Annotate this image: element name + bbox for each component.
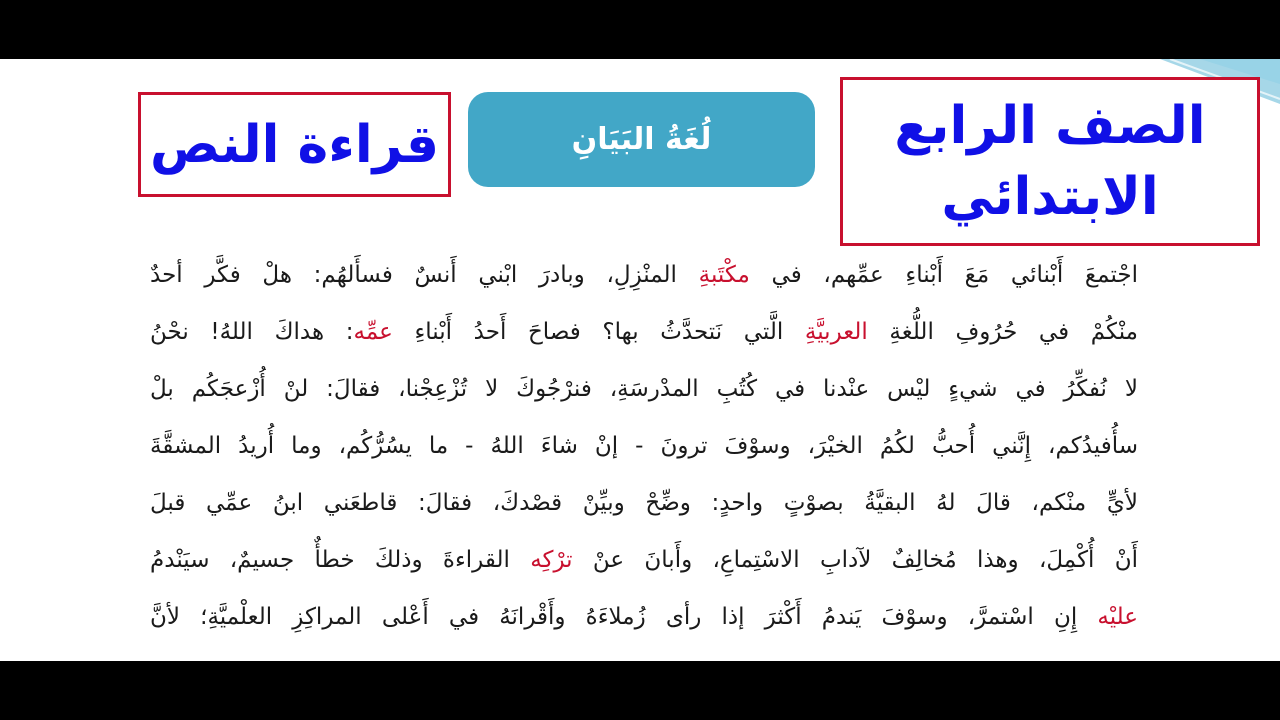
passage-text: إِنِ اسْتمرَّ، وسوْفَ يَندمُ أَكْثرَ إذا رأى زُملاءَهُ وأَقْرانَهُ في أَعْلى المراكِزِ العلْميَّةِ؛ لأنَّ	[150, 604, 1098, 630]
subject-title: لُغَةُ البَيَانِ	[571, 122, 712, 157]
reading-passage	[150, 247, 1138, 646]
highlighted-word: عمِّه	[353, 319, 393, 345]
passage-line	[150, 304, 1138, 361]
passage-text: منْكُمْ في حُرُوفِ اللُّغةِ	[867, 319, 1138, 345]
passage-line	[150, 247, 1138, 304]
passage-text: المنْزِلِ، وبادرَ ابْني أَنسٌ فسأَلهُم: هلْ فكَّر أحدٌ	[150, 262, 699, 288]
passage-line	[150, 475, 1138, 532]
highlighted-word: عليْه	[1097, 604, 1138, 630]
grade-box	[840, 77, 1260, 246]
passage-text: القراءةَ وذلكَ خطأٌ جسيمٌ، سيَنْدمُ	[150, 547, 531, 573]
passage-line	[150, 589, 1138, 646]
grade-line-1: الصف الرابع	[894, 96, 1206, 157]
lesson-page	[0, 59, 1280, 661]
passage-text: : هداكَ اللهُ! نحْنُ	[150, 319, 354, 345]
reading-title-box	[138, 92, 451, 197]
passage-text: الَّتي نَتحدَّثُ بها؟ فصاحَ أَحدُ أَبْناءِ	[392, 319, 805, 345]
passage-line	[150, 532, 1138, 589]
passage-text: سأُفيدُكم، إِنَّني أُحبُّ لكُمُ الخيْرَ، وسوْفَ ترونَ - إنْ شاءَ اللهُ - ما يسُرُّكُم، وما أُريدُ المشقَّةَ	[150, 433, 1138, 459]
highlighted-word: مكْتَبةِ	[698, 262, 750, 288]
reading-title: قراءة النص	[149, 114, 440, 175]
highlighted-word: العربيَّةِ	[804, 319, 868, 345]
passage-line	[150, 418, 1138, 475]
subject-badge	[468, 92, 815, 187]
highlighted-word: ترْكِه	[530, 547, 573, 573]
grade-line-2: الابتدائي	[941, 166, 1159, 227]
passage-line	[150, 361, 1138, 418]
passage-text: لأيٍّ منْكم، قالَ لهُ البقيَّةُ بصوْتٍ واحدٍ: وضِّحْ وبيِّنْ قصْدكَ، فقالَ: قاطعَني ابنُ عمِّي قبلَ	[150, 490, 1138, 516]
passage-text: أَنْ أُكْمِلَ، وهذا مُخالِفٌ لآدابِ الاسْتِماعِ، وأَبانَ عنْ	[572, 547, 1138, 573]
passage-text: لا نُفكِّرُ في شيءٍ ليْس عنْدنا في كُتُبِ المدْرسَةِ، فنرْجُوكَ لا تُزْعِجْنا، فقالَ: لنْ أُزْعجَكُم بلْ	[150, 376, 1138, 402]
passage-text: اجْتمعَ أَبْنائي مَعَ أَبْناءِ عمِّهم، في	[749, 262, 1138, 288]
